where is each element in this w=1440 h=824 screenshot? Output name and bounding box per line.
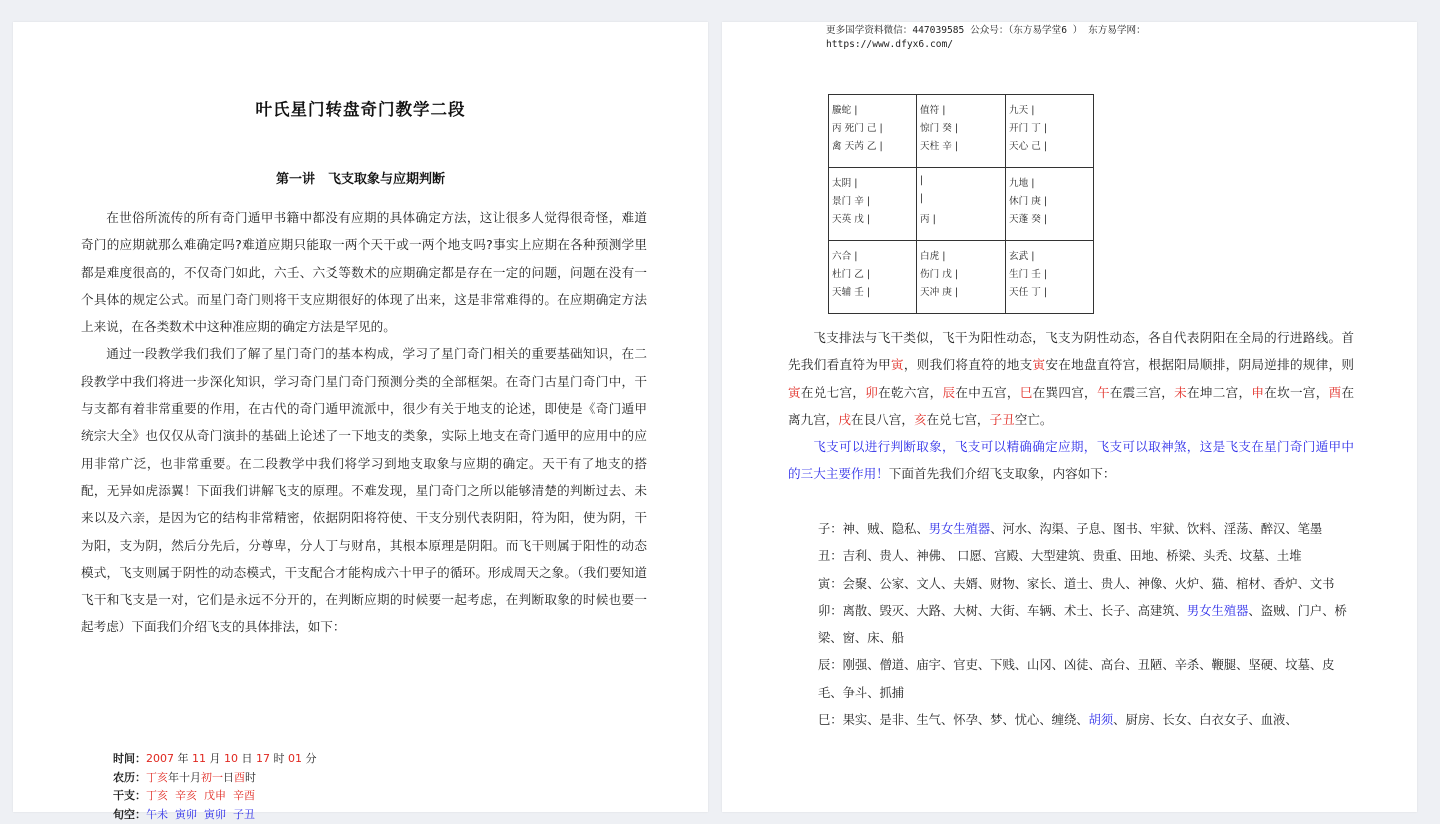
list-item <box>818 571 1354 598</box>
chart-metadata <box>113 750 317 824</box>
xunkong-hour: 子丑 <box>233 808 255 821</box>
branch-highlight: 未 <box>1174 385 1187 400</box>
document-title: 叶氏星门转盘奇门教学二段 <box>13 96 708 120</box>
text-run: 在兑七宫， <box>801 385 865 400</box>
text-run: 、盗贼、门户、桥梁、窗、床、船 <box>818 604 1347 645</box>
day-value: 10 <box>224 752 238 765</box>
text-run: 在兑七宫， <box>927 412 990 427</box>
cell-line: 天蓬 癸 | <box>1009 211 1095 225</box>
xunkong-month: 寅卯 <box>175 808 197 821</box>
lunar-text: 年十月 <box>168 771 201 784</box>
minute-unit: 分 <box>302 752 317 765</box>
ganzhi-hour: 辛酉 <box>233 789 255 802</box>
text-run: 在中五宫， <box>955 385 1019 400</box>
text-run: 空亡。 <box>1015 412 1053 427</box>
highlight-text: 男女生殖器 <box>929 522 991 536</box>
cell-line: 螣蛇 | <box>832 102 918 116</box>
palace-cell <box>920 175 1006 247</box>
palace-cell <box>832 102 918 174</box>
xunkong-label: 旬空： <box>113 808 146 821</box>
lunar-hour: 酉 <box>234 771 245 784</box>
cell-line: 杜门 乙 | <box>832 266 918 280</box>
text-run: 、河水、沟渠、子息、图书、牢狱、饮料、淫荡、醉汉、笔墨 <box>990 522 1322 536</box>
cell-line: 白虎 | <box>920 248 1006 262</box>
hour-unit: 时 <box>270 752 288 765</box>
text-run: 子：神、贼、隐私、 <box>818 522 929 536</box>
hour-value: 17 <box>256 752 270 765</box>
branch-highlight: 辰 <box>942 385 955 400</box>
palace-cell <box>920 102 1006 174</box>
text-run: 寅：会聚、公家、文人、夫婿、财物、家长、道士、贵人、神像、火炉、猫、棺材、香炉、文书 <box>818 577 1334 591</box>
cell-line: 九地 | <box>1009 175 1095 189</box>
branch-highlight: 亥 <box>914 412 927 427</box>
cell-line: 天心 己 | <box>1009 138 1095 152</box>
document-page-left <box>13 22 708 812</box>
month-value: 11 <box>192 752 206 765</box>
intro-text <box>81 204 647 641</box>
paragraph: 在世俗所流传的所有奇门遁甲书籍中都没有应期的具体确定方法，这让很多人觉得很奇怪，难道奇门的应期就那么难确定吗?难道应期只能取一两个天干或一两个地支吗?事实上应期在各种预测学里都是难度很高的，不仅奇门如此，六壬、六爻等数术的应期确定都是存在一定的问题，问题在没有一个具体的规定公式。而星门奇门则将干支应期很好的体现了出来，这是非常难得的。在应期确定方法上来说，在各类数术中这种准应期的确定方法是罕见的。 <box>81 204 647 340</box>
list-item <box>818 652 1354 707</box>
cell-line: 天任 丁 | <box>1009 284 1095 298</box>
branch-highlight: 子丑 <box>990 412 1015 427</box>
document-page-right <box>722 22 1417 812</box>
year-value: 2007 <box>146 752 174 765</box>
lunar-year: 丁亥 <box>146 771 168 784</box>
cell-line: 天柱 辛 | <box>920 138 1006 152</box>
branch-highlight: 酉 <box>1329 385 1342 400</box>
text-run: 在离九宫， <box>788 385 1354 427</box>
palace-cell <box>832 175 918 247</box>
text-run: 在坤二宫， <box>1187 385 1251 400</box>
text-run: 卯：离散、毁灭、大路、大树、大街、车辆、术士、长子、高建筑、 <box>818 604 1187 618</box>
palace-cell <box>832 248 918 320</box>
header-contact: 更多国学资料微信：447039585 公众号：（东方易学堂6 ） 东方易学网： <box>826 24 1146 38</box>
palace-cell <box>1009 102 1095 174</box>
cell-line: 禽 天芮 乙 | <box>832 138 918 152</box>
palace-cell <box>1009 248 1095 320</box>
text-run: 飞支排法与飞干类似，飞干为阳性动态，飞支为阴性动态，各自代表阴阳在全局的行进路线。首先我们看直符为甲 <box>788 330 1354 372</box>
highlight-text: 飞支可以进行判断取象，飞支可以精确确定应期，飞支可以取神煞，这是飞支在星门奇门遁甲中的三大主要作用！ <box>788 439 1354 481</box>
cell-line: 值符 | <box>920 102 1006 116</box>
ganzhi-year: 丁亥 <box>146 789 168 802</box>
branch-highlight: 巳 <box>1020 385 1033 400</box>
xunkong-row <box>113 806 317 824</box>
list-item <box>818 707 1354 734</box>
xunkong-year: 午未 <box>146 808 168 821</box>
text-run: 巳：果实、是非、生气、怀孕、梦、忧心、缠绕、 <box>818 713 1089 727</box>
lunar-text: 日 <box>223 771 234 784</box>
palace-cell <box>920 248 1006 320</box>
branch-highlight: 戌 <box>838 412 851 427</box>
list-item <box>818 516 1354 543</box>
branch-highlight: 申 <box>1251 385 1264 400</box>
text-run: 在乾六宫， <box>878 385 942 400</box>
text-run: 在巽四宫， <box>1033 385 1097 400</box>
cell-line: 九天 | <box>1009 102 1095 116</box>
paragraph: 通过一段教学我们我们了解了星门奇门的基本构成，学习了星门奇门相关的重要基础知识，在二段教学中我们将进一步深化知识，学习奇门星门奇门预测分类的全部框架。在奇门古星门奇门中，干与支都有着非常重要的作用，在古代的奇门遁甲流派中，很少有关于地支的论述，即使是《奇门遁甲统宗大全》也仅仅从奇门演卦的基础上论述了一下地支的类象，实际上地支在奇门遁甲的应用中的应用非常广泛，也非常重要。在二段教学中我们将学习到地支取象与应期的确定。天干有了地支的搭配，无异如虎添翼！下面我们讲解飞支的原理。不难发现，星门奇门之所以能够清楚的判断过去、未来以及六亲，是因为它的结构非常精密，依据阴阳将符使、干支分别代表阴阳，符为阳，使为阴，干为阳，支为阴，然后分先后，分尊卑，分人丁与财帛，其根本原理是阴阳。而飞干则属于阳性的动态模式，飞支则属于阴性的动态模式，干支配合才能构成六十甲子的循环。形成周天之象。（我们要知道飞干和飞支是一对，它们是永远不分开的，在判断应期的时候要一起考虑，在判断取象的时候也要一起考虑）下面我们介绍飞支的具体排法，如下： <box>81 340 647 640</box>
ganzhi-row <box>113 787 317 806</box>
flying-branch-text <box>788 324 1354 488</box>
text-run: 丑：吉利、贵人、神佛、 口愿、宫殿、大型建筑、贵重、田地、桥梁、头秃、坟墓、土堆 <box>818 549 1302 563</box>
cell-line: | <box>920 193 1006 204</box>
ganzhi-day: 戊申 <box>204 789 226 802</box>
text-run: 在艮八宫， <box>851 412 914 427</box>
qimen-chart-grid <box>828 94 1094 314</box>
text-run: 安在地盘直符宫，根据阳局顺排，阴局逆排的规律，则 <box>1045 357 1354 372</box>
branch-highlight: 寅 <box>788 385 801 400</box>
cell-line: 丙 | <box>920 211 1006 225</box>
cell-line: 天英 戊 | <box>832 211 918 225</box>
ganzhi-month: 辛亥 <box>175 789 197 802</box>
cell-line: 天冲 庚 | <box>920 284 1006 298</box>
branch-highlight: 午 <box>1097 385 1110 400</box>
cell-line: 惊门 癸 | <box>920 120 1006 134</box>
paragraph <box>788 324 1354 433</box>
list-item <box>818 543 1354 570</box>
cell-line: 景门 辛 | <box>832 193 918 207</box>
header-url[interactable]: https://www.dfyx6.com/ <box>826 38 1146 52</box>
xunkong-day: 寅卯 <box>204 808 226 821</box>
branch-highlight: 卯 <box>865 385 878 400</box>
month-unit: 月 <box>206 752 224 765</box>
text-run: ，则我们将直符的地支 <box>904 357 1033 372</box>
lunar-text: 时 <box>245 771 256 784</box>
lecture-heading: 第一讲 飞支取象与应期判断 <box>13 168 708 187</box>
text-run: 、厨房、长女、白衣女子、血液、 <box>1113 713 1297 727</box>
text-run: 在震三宫， <box>1110 385 1174 400</box>
time-label: 时间： <box>113 752 146 765</box>
lunar-row <box>113 769 317 788</box>
cell-line: 太阴 | <box>832 175 918 189</box>
lunar-label: 农历： <box>113 771 146 784</box>
cell-line: 天辅 壬 | <box>832 284 918 298</box>
cell-line: 丙 死门 己 | <box>832 120 918 134</box>
lunar-day: 初一 <box>201 771 223 784</box>
text-run: 在坎一宫， <box>1264 385 1328 400</box>
cell-line: 伤门 戊 | <box>920 266 1006 280</box>
text-run: 下面首先我们介绍飞支取象，内容如下： <box>889 466 1116 481</box>
page-header <box>826 24 1146 51</box>
text-run: 辰：刚强、僧道、庙宇、官吏、下贱、山冈、凶徒、高台、丑陋、辛杀、鞭腿、坚硬、坟墓、皮毛、争斗、抓捕 <box>818 658 1334 699</box>
highlight-text: 胡须 <box>1089 713 1114 727</box>
year-unit: 年 <box>174 752 192 765</box>
time-row <box>113 750 317 769</box>
cell-line: 生门 壬 | <box>1009 266 1095 280</box>
cell-line: 休门 庚 | <box>1009 193 1095 207</box>
cell-line: 六合 | <box>832 248 918 262</box>
cell-line: | <box>920 175 1006 186</box>
day-unit: 日 <box>238 752 256 765</box>
ganzhi-label: 干支： <box>113 789 146 802</box>
branch-symbol-list <box>818 516 1354 734</box>
cell-line: 玄武 | <box>1009 248 1095 262</box>
highlight-text: 男女生殖器 <box>1187 604 1249 618</box>
cell-line: 开门 丁 | <box>1009 120 1095 134</box>
branch-highlight: 寅 <box>891 357 904 372</box>
list-item <box>818 598 1354 653</box>
paragraph <box>788 433 1354 488</box>
branch-highlight: 寅 <box>1033 357 1046 372</box>
palace-cell <box>1009 175 1095 247</box>
minute-value: 01 <box>288 752 302 765</box>
